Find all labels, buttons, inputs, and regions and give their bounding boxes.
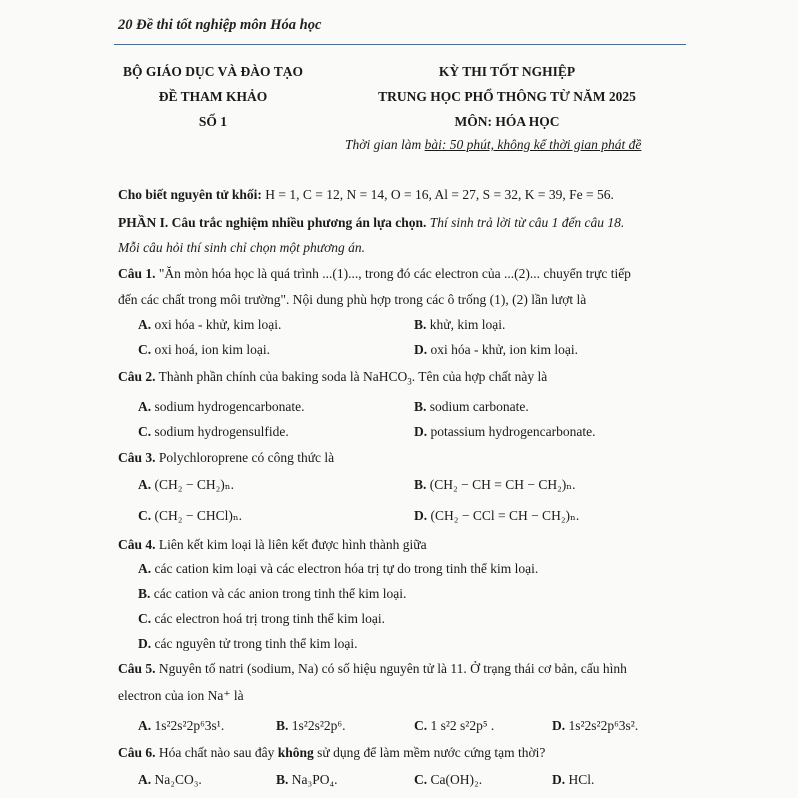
q4-option-b[interactable]: B. các cation và các anion trong tinh thể kim loại. [138,586,407,601]
question-1-cont: đến các chất trong môi trường". Nội dung phù hợp trong các ô trống (1), (2) lần lượt là [118,292,587,307]
q1-option-a[interactable]: A. oxi hóa - khử, kim loại. [138,317,282,332]
q1-option-b[interactable]: B. khử, kim loại. [414,317,506,332]
header-rule [114,44,686,45]
part1-heading: PHẦN I. Câu trắc nghiệm nhiều phương án lựa chọn. Thí sinh trả lời từ câu 1 đến câu 18. [118,215,625,230]
q4-option-d[interactable]: D. các nguyên tử trong tinh thể kim loại. [138,636,358,651]
time-limit: Thời gian làm bài: 50 phút, không kể thời gian phát đề [345,137,642,152]
q3-option-b[interactable]: B. (CH₂ − CH = CH − CH₂)ₙ. [414,477,576,492]
q5-option-d[interactable]: D. 1s²2s²2p⁶3s². [552,718,639,733]
ministry-name: BỘ GIÁO DỤC VÀ ĐÀO TẠO [123,64,303,79]
running-header: 20 Đề thi tốt nghiệp môn Hóa học [118,17,322,33]
q1-option-c[interactable]: C. oxi hoá, ion kim loại. [138,342,270,357]
question-5: Câu 5. Nguyên tố natri (sodium, Na) có số hiệu nguyên tử là 11. Ở trạng thái cơ bản, cấu hình [118,661,627,676]
q4-option-c[interactable]: C. các electron hoá trị trong tinh thể kim loại. [138,611,386,626]
question-5-cont: electron của ion Na⁺ là [118,688,244,703]
part1-instruction: Mỗi câu hỏi thí sinh chỉ chọn một phương án. [118,240,366,255]
q6-option-b[interactable]: B. Na₃PO₄. [276,772,338,787]
q6-option-c[interactable]: C. Ca(OH)₂. [414,772,483,787]
exam-title: KỲ THI TỐT NGHIỆP [438,64,576,79]
q6-option-a[interactable]: A. Na₂CO₃. [138,772,202,787]
exam-subject: MÔN: HÓA HỌC [454,114,560,129]
q5-option-c[interactable]: C. 1 s²2 s²2p⁵ . [414,718,495,733]
q4-option-a[interactable]: A. các cation kim loại và các electron hóa trị tự do trong tinh thể kim loại. [138,561,539,576]
question-4: Câu 4. Liên kết kim loại là liên kết được hình thành giữa [118,537,427,552]
q5-option-a[interactable]: A. 1s²2s²2p⁶3s¹. [138,718,225,733]
q1-option-d[interactable]: D. oxi hóa - khử, ion kim loại. [414,342,579,357]
question-6: Câu 6. Hóa chất nào sau đây không sử dụng để làm mềm nước cứng tạm thời? [118,745,546,760]
q3-option-a[interactable]: A. (CH₂ − CH₂)ₙ. [138,477,234,492]
question-2: Câu 2. Thành phần chính của baking soda là NaHCO$_3$. Tên của hợp chất này là [118,369,548,387]
q6-option-d[interactable]: D. HCl. [552,772,595,787]
q2-option-b[interactable]: B. sodium carbonate. [414,399,529,414]
q3-option-d[interactable]: D. (CH₂ − CCl = CH − CH₂)ₙ. [414,508,580,523]
atomic-mass-line: Cho biết nguyên tử khối: H = 1, C = 12, N = 14, O = 16, Al = 27, S = 32, K = 39, Fe = 56. [118,187,614,202]
q2-option-c[interactable]: C. sodium hydrogensulfide. [138,424,289,439]
question-3: Câu 3. Polychloroprene có công thức là [118,450,335,465]
exam-level: TRUNG HỌC PHỔ THÔNG TỪ NĂM 2025 [378,89,636,104]
q3-option-c[interactable]: C. (CH₂ − CHCl)ₙ. [138,508,243,523]
question-1: Câu 1. "Ăn mòn hóa học là quá trình ...(1)..., trong đó các electron của ...(2)... chuyển trực tiếp [118,266,631,281]
q2-option-a[interactable]: A. sodium hydrogencarbonate. [138,399,305,414]
q5-option-b[interactable]: B. 1s²2s²2p⁶. [276,718,346,733]
exam-type: ĐỀ THAM KHẢO [158,89,268,104]
q2-option-d[interactable]: D. potassium hydrogencarbonate. [414,424,596,439]
exam-number: SỐ 1 [198,114,228,129]
